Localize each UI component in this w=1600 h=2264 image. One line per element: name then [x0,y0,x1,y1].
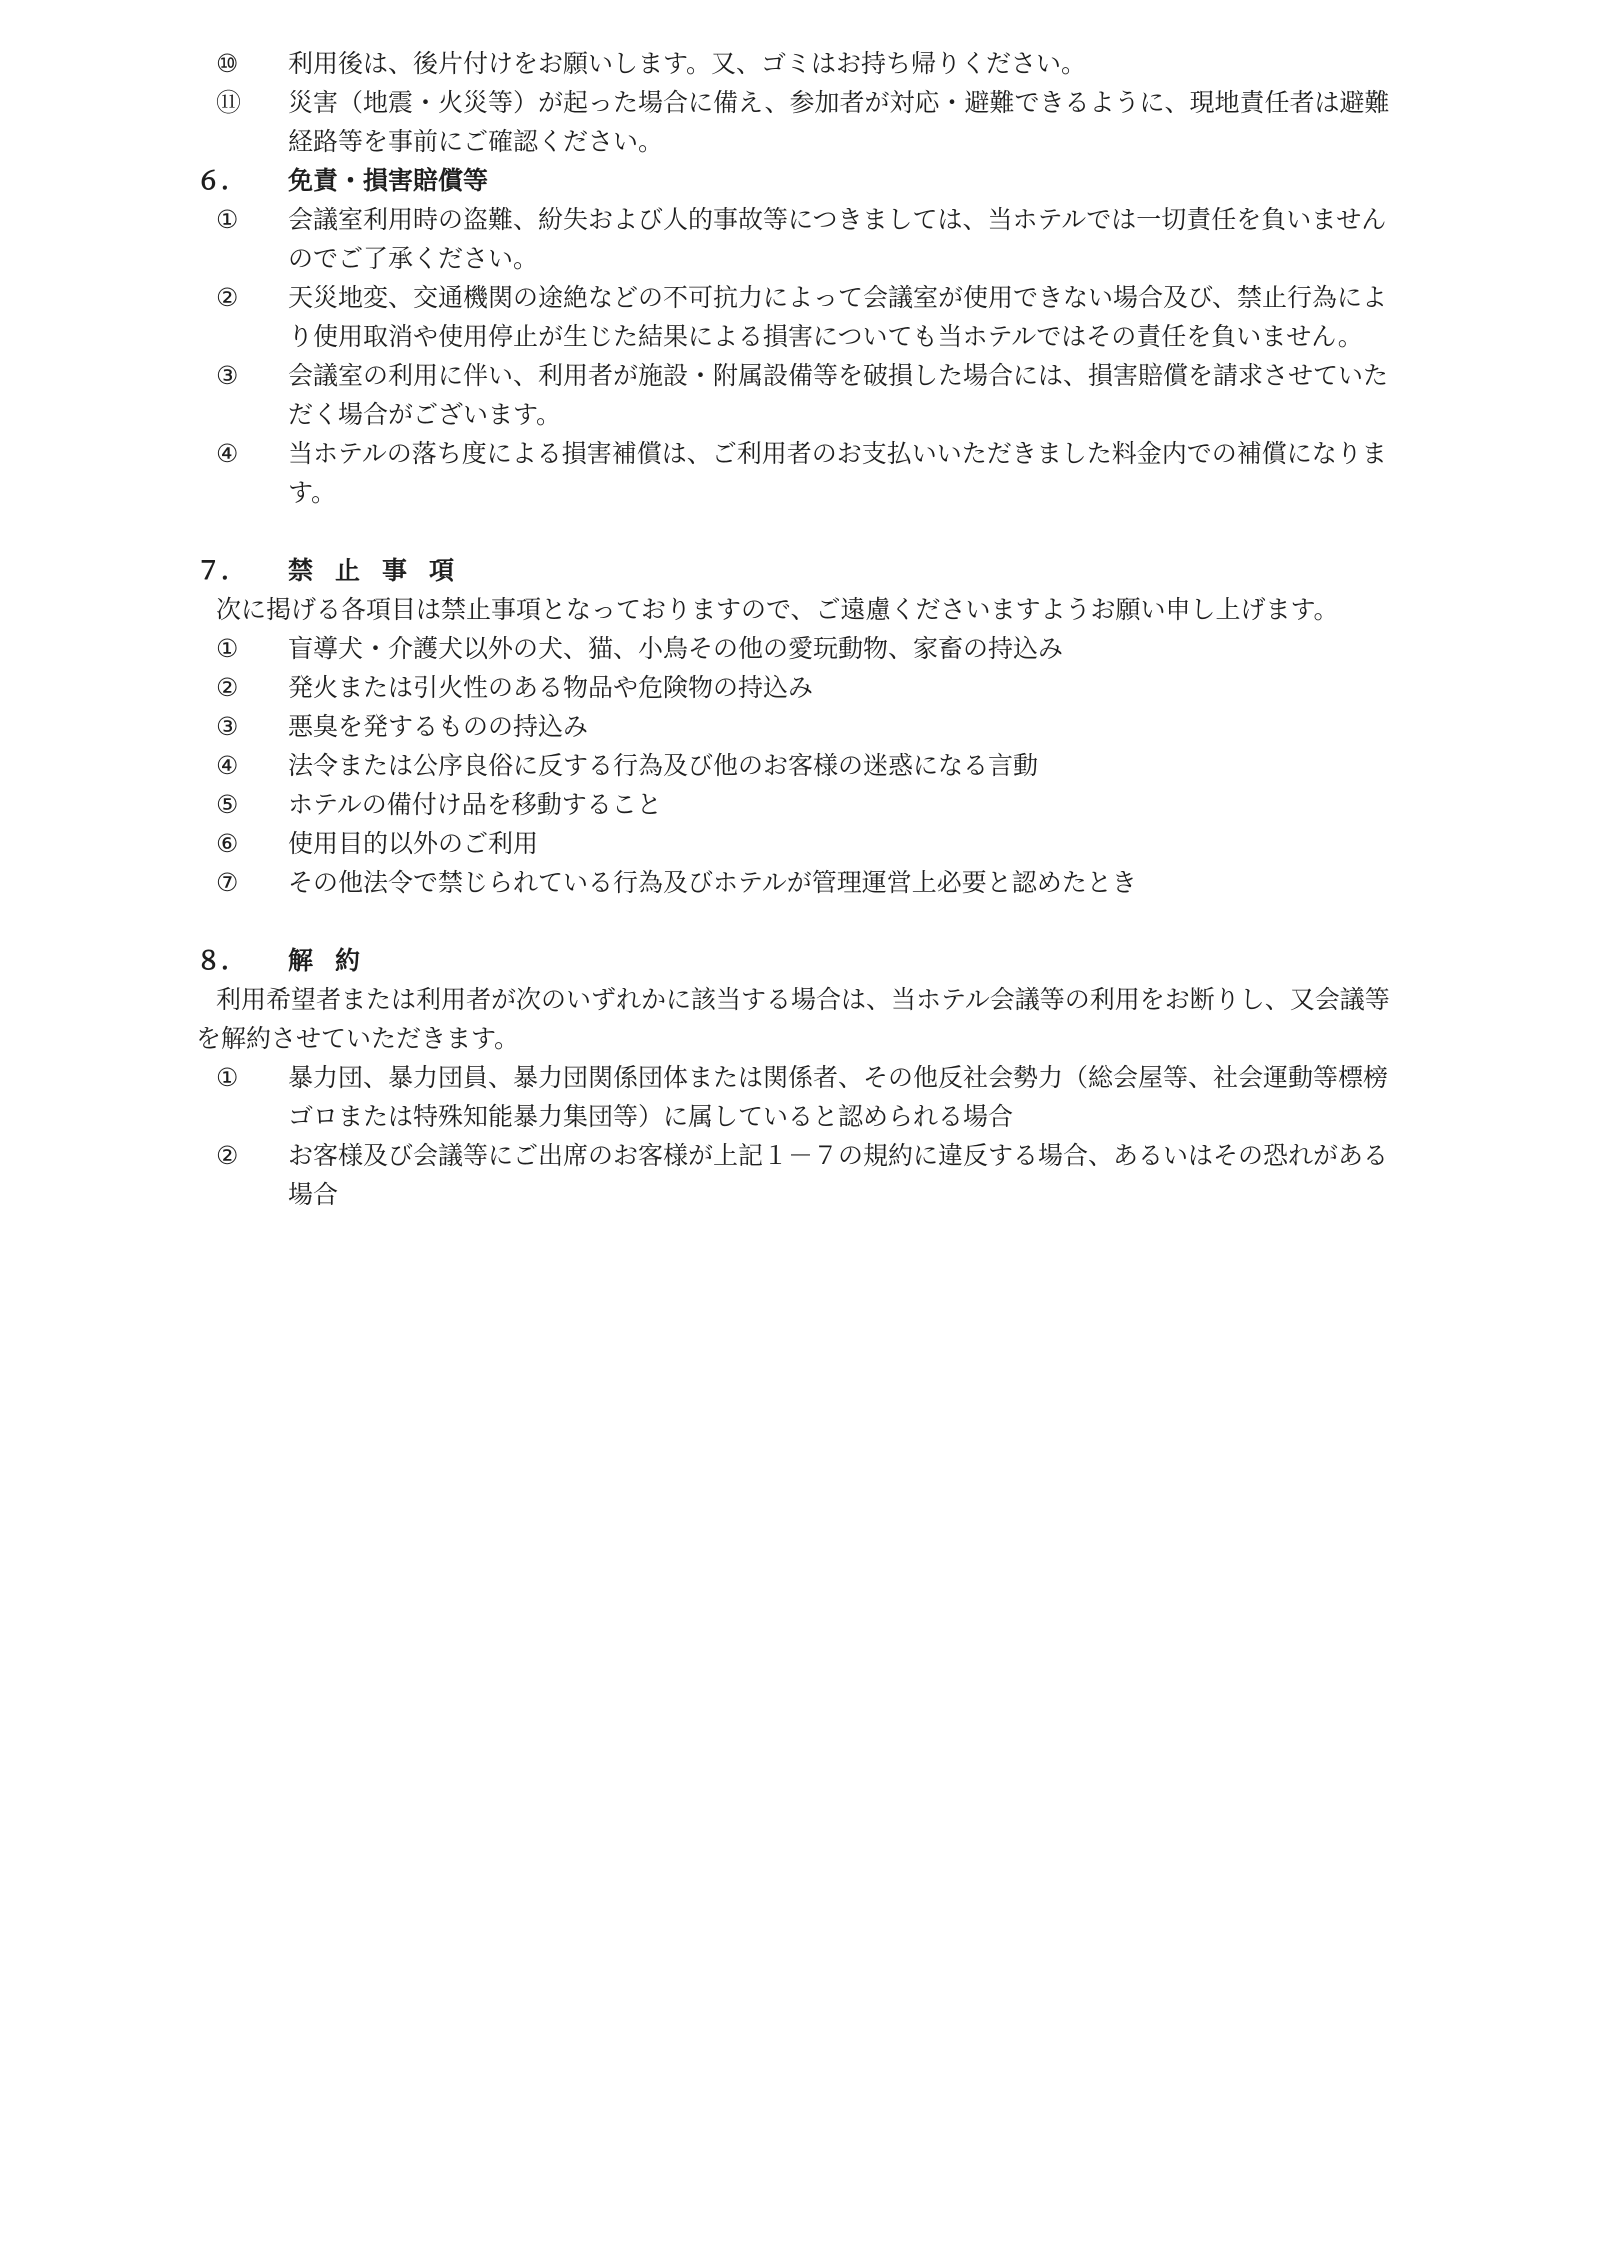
list-item [216,863,1410,902]
section-intro: 次に掲げる各項目は禁止事項となっておりますので、ご遠慮くださいますようお願い申し上げます。 [216,595,1339,624]
item-text: 法令または公序良俗に反する行為及び他のお客様の迷惑になる言動 [288,751,1039,780]
section-heading [196,161,1410,200]
item-number: ① [216,205,239,234]
item-number: ③ [216,712,239,741]
item-number: ⑤ [216,790,239,819]
item-number: ④ [216,439,239,468]
item-text: 災害（地震・火災等）が起った場合に備え、参加者が対応・避難できるように、現地責任者は避難経路等を事前にご確認ください。 [288,88,1390,156]
list-item [216,824,1410,863]
item-text: 盲導犬・介護犬以外の犬、猫、小鳥その他の愛玩動物、家畜の持込み [288,634,1064,663]
item-text: 会議室の利用に伴い、利用者が施設・附属設備等を破損した場合には、損害賠償を請求させていただく場合がございます。 [288,361,1389,429]
list-item [216,278,1410,356]
section-7 [196,551,1410,902]
list-item [216,44,1410,83]
list-item [216,356,1410,434]
section-number: ８． [196,946,247,975]
section-title: 禁止事項 [288,556,477,585]
list-item [216,629,1410,668]
item-number: ⑪ [216,88,242,117]
item-number: ① [216,1063,239,1092]
item-number: ⑥ [216,829,239,858]
item-number: ① [216,634,239,663]
section-intro: 利用希望者または利用者が次のいずれかに該当する場合は、当ホテル会議等の利用をお断りし、又会議等を解約させていただきます。 [196,985,1390,1053]
list-item [216,707,1410,746]
section-5-continued [196,44,1410,161]
section-number: ７． [196,556,247,585]
document-body [196,44,1410,1214]
spacer [196,902,1410,941]
item-text: 発火または引火性のある物品や危険物の持込み [288,673,814,702]
item-text: 悪臭を発するものの持込み [288,712,589,741]
item-text: 使用目的以外のご利用 [288,829,539,858]
item-number: ② [216,283,239,312]
list-item [216,200,1410,278]
item-text: 当ホテルの落ち度による損害補償は、ご利用者のお支払いいただきました料金内での補償になります。 [288,439,1387,507]
spacer [196,512,1410,551]
item-text: 暴力団、暴力団員、暴力団関係団体または関係者、その他反社会勢力（総会屋等、社会運動等標榜ゴロまたは特殊知能暴力集団等）に属していると認められる場合 [288,1063,1389,1131]
item-number: ③ [216,361,239,390]
item-number: ⑦ [216,868,239,897]
item-text: お客様及び会議等にご出席のお客様が上記１－７の規約に違反する場合、あるいはその恐れがある場合 [288,1141,1389,1209]
item-text: 天災地変、交通機関の途絶などの不可抗力によって会議室が使用できない場合及び、禁止行為により使用取消や使用停止が生じた結果による損害についても当ホテルではその責任を負いません。 [288,283,1388,351]
section-8 [196,941,1410,1214]
section-6 [196,161,1410,512]
list-item [216,746,1410,785]
item-number: ⑩ [216,49,239,78]
item-number: ② [216,1141,239,1170]
list-item [216,1136,1410,1214]
item-number: ④ [216,751,239,780]
section-heading [196,941,1410,980]
item-text: 会議室利用時の盗難、紛失および人的事故等につきましては、当ホテルでは一切責任を負いませんのでご了承ください。 [288,205,1387,273]
item-number: ② [216,673,239,702]
item-text: 利用後は、後片付けをお願いします。又、ゴミはお持ち帰りください。 [288,49,1087,78]
section-heading [196,551,1410,590]
section-number: ６． [196,166,247,195]
list-item [216,785,1410,824]
list-item [216,434,1410,512]
list-item [216,668,1410,707]
list-item [216,83,1410,161]
section-title: 解約 [288,946,383,975]
section-title: 免責・損害賠償等 [288,166,489,195]
item-text: ホテルの備付け品を移動すること [288,790,662,819]
item-text: その他法令で禁じられている行為及びホテルが管理運営上必要と認めたとき [288,868,1137,897]
list-item [216,1058,1410,1136]
